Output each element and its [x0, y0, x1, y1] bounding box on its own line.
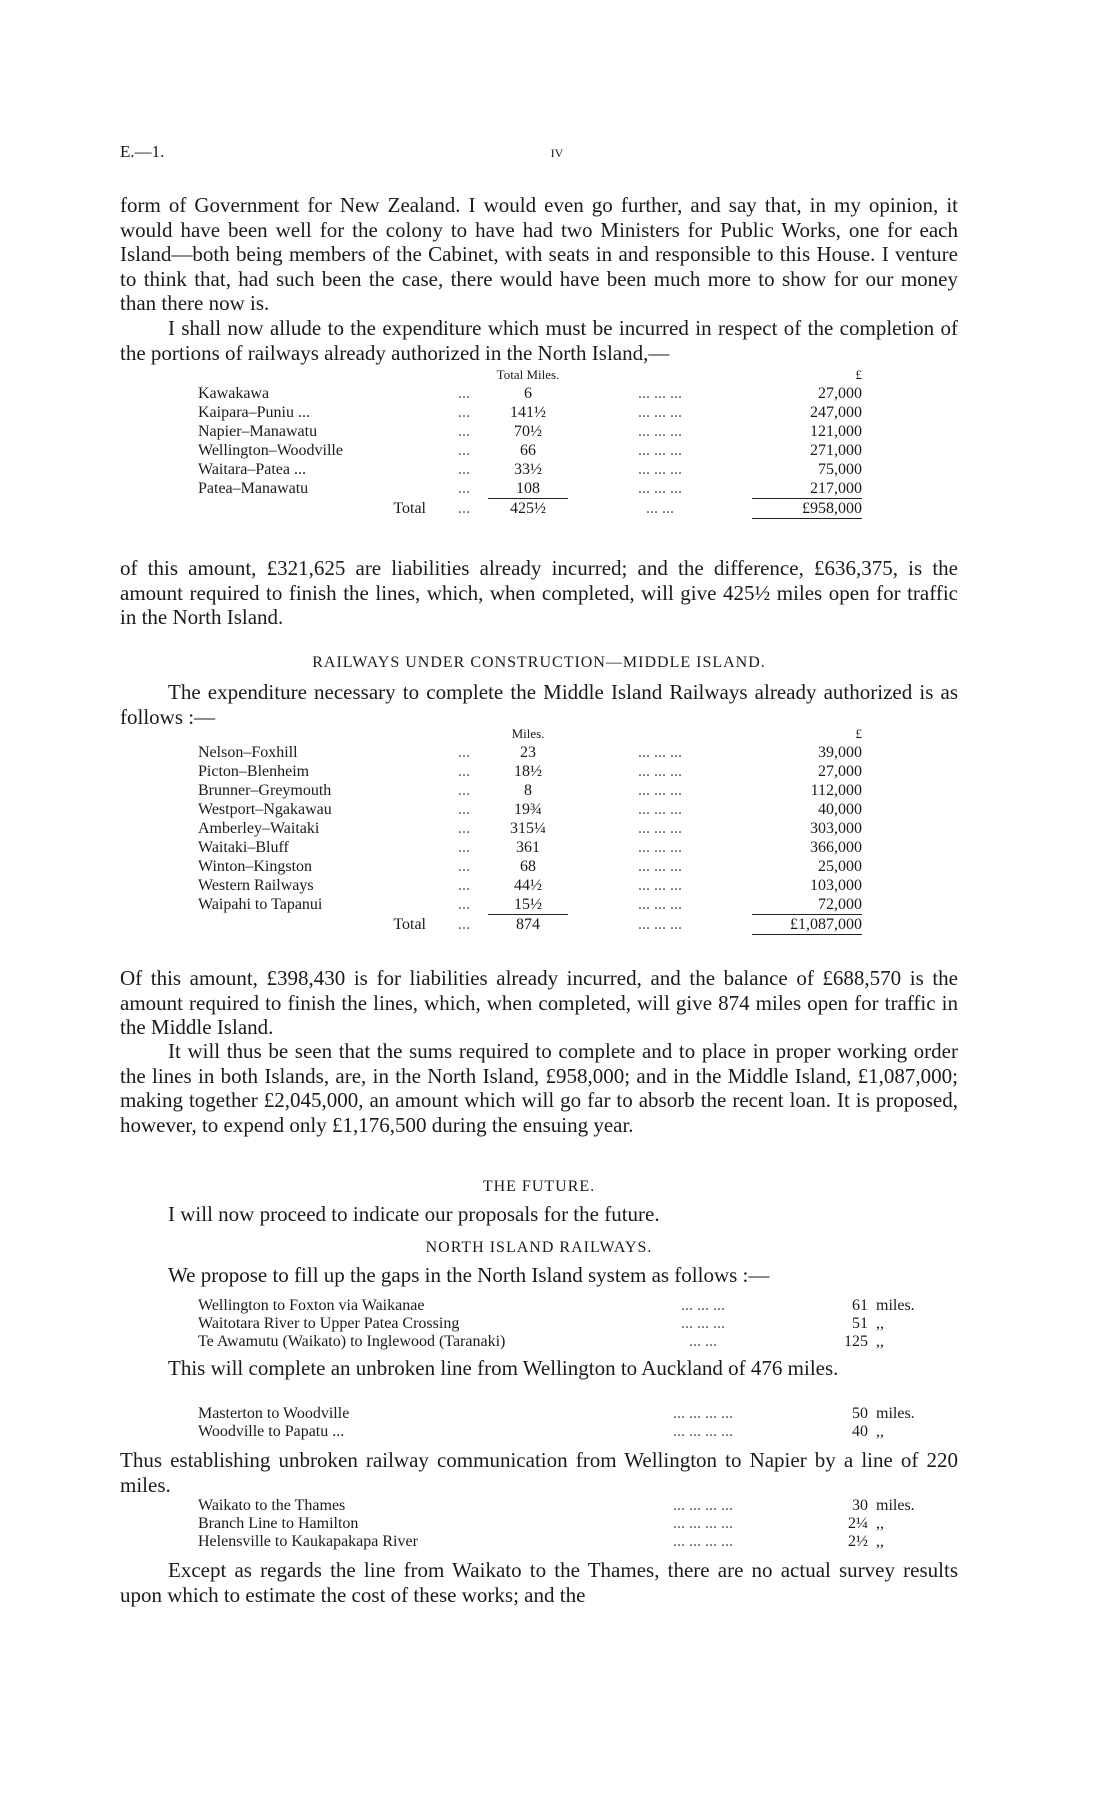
line-name: Te Awamutu (Waikato) to Inglewood (Taranaki) — [198, 1333, 506, 1350]
railway-name: Kaipara–Puniu ... — [198, 404, 310, 421]
row-dots: ... ... ... ... — [673, 1515, 733, 1532]
line-name: Waitotara River to Upper Patea Crossing — [198, 1315, 460, 1332]
table-row — [198, 441, 862, 460]
row-dots: ... ... ... ... — [673, 1533, 733, 1550]
line-length — [828, 1533, 948, 1551]
list-item — [198, 1515, 948, 1533]
line-unit: ,, — [876, 1423, 884, 1440]
row-dots: ... ... ... — [638, 442, 682, 459]
railway-miles: 19¾ — [514, 801, 542, 818]
table-row — [198, 800, 862, 819]
table-row — [198, 460, 862, 479]
document-code: E.—1. — [120, 142, 165, 161]
line-miles: 51 — [852, 1315, 868, 1332]
middle-island-railways-table — [198, 724, 862, 935]
railway-name: Nelson–Foxhill — [198, 744, 298, 761]
railway-miles: 33½ — [514, 461, 542, 478]
line-name: Woodville to Papatu ... — [198, 1423, 345, 1440]
table-row — [198, 422, 862, 441]
row-dots: ... — [458, 820, 470, 837]
row-dots: ... — [458, 877, 470, 894]
row-dots: ... — [458, 858, 470, 875]
line-miles: 40 — [852, 1423, 868, 1440]
railway-name: Picton–Blenheim — [198, 763, 310, 780]
table-row — [198, 876, 862, 895]
row-dots: ... — [458, 896, 470, 914]
row-dots: ... — [458, 423, 470, 440]
railway-amount: 112,000 — [810, 782, 862, 799]
heading-middle-island-construction: RAILWAYS UNDER CONSTRUCTION—MIDDLE ISLAND. — [312, 654, 766, 671]
table-header-row — [198, 724, 862, 743]
railway-amount: 303,000 — [810, 820, 862, 837]
railway-name: Waitara–Patea ... — [198, 461, 306, 478]
line-length — [828, 1515, 948, 1533]
row-dots: ... ... ... — [638, 858, 682, 875]
railway-miles: 44½ — [514, 877, 542, 894]
railway-name: Wellington–Woodville — [198, 442, 343, 459]
paragraph-wellington-napier: Thus establishing unbroken railway communication from Wellington to Napier by a line of 220 miles. — [120, 1448, 958, 1497]
line-length — [828, 1315, 948, 1333]
table-row — [198, 838, 862, 857]
railway-miles: 6 — [524, 385, 532, 402]
table-header-row — [198, 365, 862, 384]
row-dots: ... ... ... ... — [673, 1497, 733, 1514]
railway-miles: 8 — [524, 782, 532, 799]
total-row — [198, 499, 862, 519]
line-length — [828, 1497, 948, 1515]
railway-amount: 39,000 — [818, 744, 862, 761]
row-dots: ... ... ... — [638, 480, 682, 498]
total-amount: £958,000 — [752, 499, 862, 519]
line-unit: miles. — [876, 1497, 915, 1514]
row-dots: ... — [458, 839, 470, 856]
railway-miles: 70½ — [514, 423, 542, 440]
line-length — [828, 1297, 948, 1315]
line-miles: 50 — [852, 1405, 868, 1422]
miles-column-header: Miles. — [511, 726, 545, 741]
railway-amount: 103,000 — [810, 877, 862, 894]
row-dots: ... — [458, 442, 470, 459]
paragraph-government-form: form of Government for New Zealand. I would even go further, and say that, in my opinion, it would have been well for the colony to have had two Ministers for Public Works, one for each Island—both being members of the Cabinet, with seats in and responsible to this House. I venture to think that, had such been the case, there would have been much more to show for our money than there now is. — [120, 193, 958, 315]
railway-amount: 247,000 — [810, 404, 862, 421]
line-name: Masterton to Woodville — [198, 1405, 350, 1422]
row-dots: ... — [458, 480, 470, 498]
railway-amount: 72,000 — [752, 895, 862, 915]
row-dots: ... — [458, 385, 470, 402]
railway-amount: 25,000 — [818, 858, 862, 875]
railway-name: Westport–Ngakawau — [198, 801, 332, 818]
paragraph-middle-liabilities: Of this amount, £398,430 is for liabilities already incurred, and the balance of £688,570 is the amount required to finish the lines, which, when completed, will give 874 miles open for traffic in the Middle Island. — [120, 966, 958, 1039]
list-item — [198, 1333, 948, 1351]
line-unit: ,, — [876, 1315, 884, 1332]
amount-column-header: £ — [855, 726, 862, 741]
railway-name: Brunner–Greymouth — [198, 782, 332, 799]
row-dots: ... — [458, 782, 470, 799]
total-miles: 874 — [488, 915, 568, 935]
railway-amount: 121,000 — [810, 423, 862, 440]
north-island-railways-table — [198, 365, 862, 519]
railway-name: Kawakawa — [198, 385, 270, 402]
total-row — [198, 915, 862, 935]
amount-column-header: £ — [855, 367, 862, 382]
railway-amount: 27,000 — [818, 385, 862, 402]
railway-miles: 18½ — [514, 763, 542, 780]
paragraph-middle-expenditure-intro: The expenditure necessary to complete the Middle Island Railways already authorized is as follows :— — [120, 680, 958, 729]
paragraph-north-liabilities: of this amount, £321,625 are liabilities already incurred; and the difference, £636,375, is the amount required to finish the lines, which, when completed, will give 425½ miles open for traffic in the North Island. — [120, 556, 958, 629]
railway-miles: 361 — [516, 839, 540, 856]
line-unit: ,, — [876, 1533, 884, 1550]
proposals-table-north-gaps — [198, 1297, 948, 1351]
paragraph-north-expenditure-intro: I shall now allude to the expenditure which must be incurred in respect of the completion of the portions of railways already authorized in the North Island,— — [120, 316, 958, 365]
heading-north-island-railways: NORTH ISLAND RAILWAYS. — [425, 1239, 653, 1256]
railway-miles: 15½ — [514, 896, 542, 913]
miles-column-header: Total Miles. — [496, 367, 560, 382]
railway-name: Amberley–Waitaki — [198, 820, 320, 837]
railway-amount: 27,000 — [818, 763, 862, 780]
row-dots: ... — [458, 461, 470, 478]
page-number: iv — [550, 142, 564, 161]
railway-name: Patea–Manawatu — [198, 480, 309, 498]
table-row — [198, 384, 862, 403]
railway-amount: 75,000 — [818, 461, 862, 478]
row-dots: ... — [458, 744, 470, 761]
list-item — [198, 1423, 948, 1441]
row-dots: ... ... — [646, 500, 674, 517]
line-length — [828, 1405, 948, 1423]
table-row — [198, 403, 862, 422]
row-dots: ... ... ... — [638, 839, 682, 856]
line-miles: 125 — [844, 1333, 868, 1350]
paragraph-wellington-auckland: This will complete an unbroken line from Wellington to Auckland of 476 miles. — [168, 1356, 839, 1380]
total-amount: £1,087,000 — [752, 915, 862, 935]
row-dots: ... ... ... — [638, 763, 682, 780]
row-dots: ... ... — [689, 1333, 717, 1350]
list-item — [198, 1405, 948, 1423]
row-dots: ... ... ... ... — [673, 1405, 733, 1422]
proposals-table-branch-lines — [198, 1497, 948, 1551]
line-name: Branch Line to Hamilton — [198, 1515, 359, 1532]
row-dots: ... ... ... — [638, 385, 682, 402]
total-label: Total — [393, 500, 426, 517]
line-length — [828, 1423, 948, 1441]
paragraph-gaps-intro: We propose to fill up the gaps in the North Island system as follows :— — [168, 1263, 770, 1287]
railway-miles: 141½ — [510, 404, 546, 421]
railway-amount: 217,000 — [752, 479, 862, 499]
line-miles: 61 — [852, 1297, 868, 1314]
paragraph-survey-results: Except as regards the line from Waikato to the Thames, there are no actual survey results upon which to estimate the cost of these works; and the — [120, 1558, 958, 1607]
railway-name: Waipahi to Tapanui — [198, 896, 323, 914]
page-header — [120, 142, 994, 166]
list-item — [198, 1315, 948, 1333]
list-item — [198, 1497, 948, 1515]
row-dots: ... ... ... — [681, 1297, 725, 1314]
railway-miles: 66 — [520, 442, 536, 459]
heading-the-future: THE FUTURE. — [482, 1178, 596, 1195]
row-dots: ... ... ... — [638, 423, 682, 440]
line-miles: 2¼ — [848, 1515, 868, 1532]
table-row — [198, 895, 862, 915]
row-dots: ... ... ... — [638, 896, 682, 914]
row-dots: ... ... ... — [638, 461, 682, 478]
row-dots: ... ... ... — [681, 1315, 725, 1332]
railway-amount: 40,000 — [818, 801, 862, 818]
paragraph-future-intro: I will now proceed to indicate our proposals for the future. — [168, 1202, 660, 1226]
railway-miles: 23 — [520, 744, 536, 761]
total-miles: 425½ — [488, 499, 568, 519]
row-dots: ... ... ... — [638, 744, 682, 761]
line-name: Waikato to the Thames — [198, 1497, 346, 1514]
railway-name: Napier–Manawatu — [198, 423, 318, 440]
railway-miles: 315¼ — [510, 820, 546, 837]
railway-name: Winton–Kingston — [198, 858, 313, 875]
table-row — [198, 479, 862, 499]
row-dots: ... ... ... — [638, 820, 682, 837]
line-unit: ,, — [876, 1515, 884, 1532]
list-item — [198, 1297, 948, 1315]
table-row — [198, 857, 862, 876]
row-dots: ... — [458, 404, 470, 421]
table-row — [198, 743, 862, 762]
railway-name: Waitaki–Bluff — [198, 839, 289, 856]
line-unit: miles. — [876, 1405, 915, 1422]
railway-amount: 366,000 — [810, 839, 862, 856]
line-length — [828, 1333, 948, 1351]
table-row — [198, 819, 862, 838]
line-unit: miles. — [876, 1297, 915, 1314]
row-dots: ... ... ... ... — [673, 1423, 733, 1440]
table-row — [198, 781, 862, 800]
row-dots: ... — [458, 500, 470, 517]
row-dots: ... — [458, 916, 470, 933]
line-name: Wellington to Foxton via Waikanae — [198, 1297, 425, 1314]
row-dots: ... — [458, 763, 470, 780]
railway-miles: 68 — [520, 858, 536, 875]
paragraph-summary-totals: It will thus be seen that the sums required to complete and to place in proper working order the lines in both Islands, are, in the North Island, £958,000; and in the Middle Island, £1,087,000; making together £2,045,000, an amount which will go far to absorb the recent loan. It is proposed, however, to expend only £1,176,500 during the ensuing year. — [120, 1039, 958, 1137]
total-label: Total — [393, 916, 426, 933]
row-dots: ... ... ... — [638, 782, 682, 799]
row-dots: ... — [458, 801, 470, 818]
line-unit: ,, — [876, 1333, 884, 1350]
row-dots: ... ... ... — [638, 916, 682, 933]
line-name: Helensville to Kaukapakapa River — [198, 1533, 418, 1550]
row-dots: ... ... ... — [638, 404, 682, 421]
table-row — [198, 762, 862, 781]
row-dots: ... ... ... — [638, 877, 682, 894]
railway-amount: 271,000 — [810, 442, 862, 459]
line-miles: 30 — [852, 1497, 868, 1514]
line-miles: 2½ — [848, 1533, 868, 1550]
row-dots: ... ... ... — [638, 801, 682, 818]
proposals-table-napier-line — [198, 1405, 948, 1441]
list-item — [198, 1533, 948, 1551]
railway-name: Western Railways — [198, 877, 314, 894]
railway-miles: 108 — [516, 480, 540, 497]
